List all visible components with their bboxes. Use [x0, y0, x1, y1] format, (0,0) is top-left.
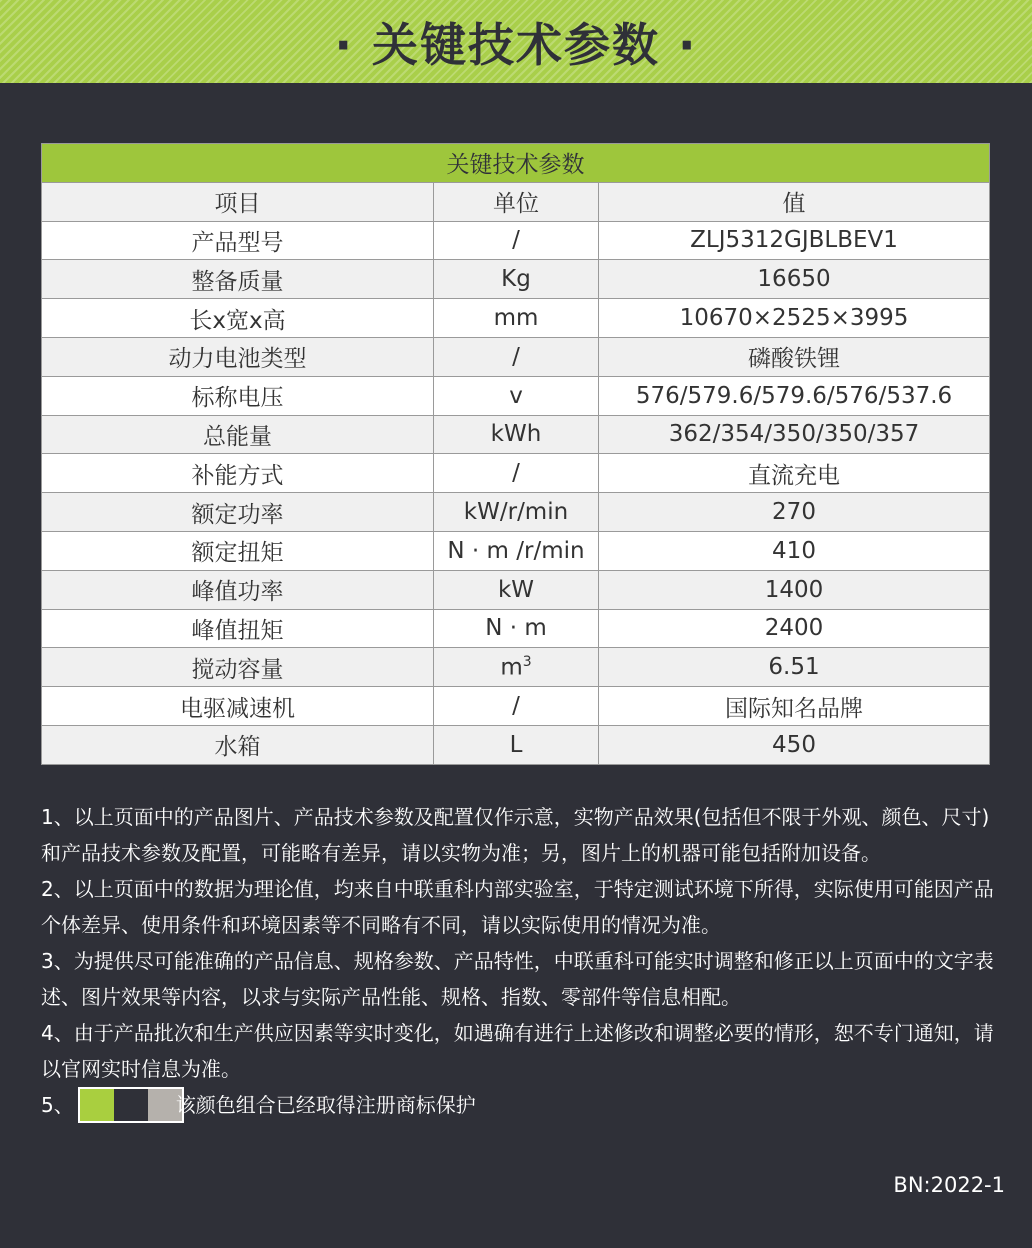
table-row [42, 531, 990, 570]
header-value: 值 [599, 182, 990, 221]
cell-unit [434, 570, 599, 609]
cell-unit [434, 260, 599, 299]
cell-value-text: 410 [772, 537, 816, 564]
table-row [42, 260, 990, 299]
cell-unit-text: / [512, 343, 520, 370]
cell-item-text: 产品型号 [191, 229, 284, 256]
cell-item [42, 687, 434, 726]
cell-value-text: 1400 [764, 576, 824, 603]
cell-unit-text: kWh [490, 421, 542, 448]
table-row [42, 221, 990, 260]
cell-unit [434, 415, 599, 454]
cell-item-text: 长x宽x高 [189, 307, 286, 334]
cell-item [42, 221, 434, 260]
cell-value-text: ZLJ5312GJBLBEV1 [690, 227, 898, 254]
disclaimer-notes [41, 799, 1006, 1123]
cell-value [599, 648, 990, 687]
cell-item-text: 额定功率 [191, 501, 284, 528]
trademark-color-swatch [78, 1087, 184, 1123]
table-row [42, 570, 990, 609]
cell-item-text: 水箱 [214, 734, 261, 761]
cell-unit [434, 687, 599, 726]
cell-item [42, 454, 434, 493]
cell-unit [434, 454, 599, 493]
cell-value-text: 16650 [757, 266, 831, 293]
cell-item [42, 376, 434, 415]
table-row [42, 299, 990, 338]
cell-value-text: 270 [772, 499, 816, 526]
cell-value-text: 362/354/350/350/357 [668, 421, 920, 448]
cell-value-text: 6.51 [768, 654, 820, 681]
cell-unit-text: Kg [501, 266, 531, 293]
note-5-prefix: 5、 [41, 1093, 74, 1117]
cell-value [599, 570, 990, 609]
cell-unit-text: N · m [485, 615, 547, 642]
table-row [42, 454, 990, 493]
cell-value-text: 450 [772, 731, 816, 758]
spec-table [41, 143, 990, 765]
cell-value [599, 609, 990, 648]
note-5-text: 该颜色组合已经取得注册商标保护 [175, 1093, 476, 1117]
swatch-dark [114, 1089, 148, 1121]
cell-value-text: 576/579.6/579.6/576/537.6 [635, 382, 953, 409]
cell-item-text: 电驱减速机 [180, 695, 295, 722]
cell-value [599, 725, 990, 764]
cell-unit-text: L [509, 731, 523, 758]
cell-unit-text: m [500, 654, 523, 681]
cell-item-text: 峰值扭矩 [191, 617, 284, 644]
cell-unit-text: v [509, 382, 523, 409]
cell-item-text: 峰值功率 [191, 579, 284, 606]
cell-unit [434, 531, 599, 570]
note-1: 1、以上页面中的产品图片、产品技术参数及配置仅作示意，实物产品效果(包括但不限于外观、颜色、尺寸)和产品技术参数及配置，可能略有差异，请以实物为准；另，图片上的机器可能包括附加设备。 [41, 805, 990, 865]
cell-item-text: 标称电压 [191, 385, 284, 412]
table-row [42, 725, 990, 764]
cell-value [599, 493, 990, 532]
table-row [42, 376, 990, 415]
cell-value [599, 454, 990, 493]
cell-value [599, 260, 990, 299]
cell-item [42, 337, 434, 376]
cell-unit-text: N · m /r/min [447, 537, 585, 564]
cell-unit [434, 337, 599, 376]
cell-item [42, 260, 434, 299]
cell-unit [434, 725, 599, 764]
table-caption: 关键技术参数 [42, 144, 990, 183]
cell-unit [434, 609, 599, 648]
table-row [42, 687, 990, 726]
cell-item [42, 648, 434, 687]
cell-item [42, 725, 434, 764]
cell-value [599, 531, 990, 570]
cell-unit-text: / [512, 460, 520, 487]
cell-item [42, 299, 434, 338]
cell-unit [434, 221, 599, 260]
cell-value-text: 2400 [764, 615, 824, 642]
cell-unit [434, 376, 599, 415]
swatch-green [80, 1089, 114, 1121]
table-header-row [42, 182, 990, 221]
cell-item [42, 493, 434, 532]
cell-item-text: 整备质量 [191, 268, 284, 295]
cell-item [42, 570, 434, 609]
cell-item-text: 额定扭矩 [191, 540, 284, 567]
cell-unit-text: kW/r/min [463, 499, 569, 526]
cell-value [599, 299, 990, 338]
cell-item-text: 搅动容量 [191, 656, 284, 683]
cell-value [599, 376, 990, 415]
cell-unit-text: mm [493, 305, 539, 332]
bn-code: BN:2022-1 [893, 1173, 1005, 1197]
cell-unit-superscript: 3 [522, 653, 532, 670]
table-row [42, 609, 990, 648]
cell-value-text: 磷酸铁锂 [748, 346, 840, 373]
cell-value [599, 337, 990, 376]
note-4: 4、由于产品批次和生产供应因素等实时变化，如遇确有进行上述修改和调整必要的情形，恕不专门通知，请以官网实时信息为准。 [41, 1021, 994, 1081]
cell-unit [434, 299, 599, 338]
cell-item-text: 总能量 [203, 423, 272, 450]
cell-value-text: 直流充电 [748, 462, 840, 489]
header-item: 项目 [42, 182, 434, 221]
cell-unit [434, 648, 599, 687]
cell-value-text: 国际知名品牌 [725, 695, 863, 722]
table-row [42, 415, 990, 454]
note-2: 2、以上页面中的数据为理论值，均来自中联重科内部实验室，于特定测试环境下所得，实际使用可能因产品个体差异、使用条件和环境因素等不同略有不同，请以实际使用的情况为准。 [41, 877, 994, 937]
table-row [42, 493, 990, 532]
table-row [42, 337, 990, 376]
cell-item [42, 415, 434, 454]
cell-unit-text: / [512, 227, 520, 254]
cell-value-text: 10670×2525×3995 [679, 305, 909, 332]
note-5 [41, 1087, 1006, 1123]
page-title: · 关键技术参数 · [334, 17, 698, 72]
cell-item [42, 531, 434, 570]
cell-value [599, 687, 990, 726]
cell-item [42, 609, 434, 648]
header-unit: 单位 [434, 182, 599, 221]
cell-unit [434, 493, 599, 532]
cell-value [599, 415, 990, 454]
cell-unit-text: / [512, 693, 520, 720]
cell-unit-text: kW [497, 576, 535, 603]
table-row [42, 648, 990, 687]
cell-value [599, 221, 990, 260]
note-3: 3、为提供尽可能准确的产品信息、规格参数、产品特性，中联重科可能实时调整和修正以上页面中的文字表述、图片效果等内容，以求与实际产品性能、规格、指数、零部件等信息相配。 [41, 949, 994, 1009]
cell-item-text: 动力电池类型 [168, 346, 307, 373]
title-banner [0, 0, 1032, 83]
cell-item-text: 补能方式 [191, 462, 284, 489]
